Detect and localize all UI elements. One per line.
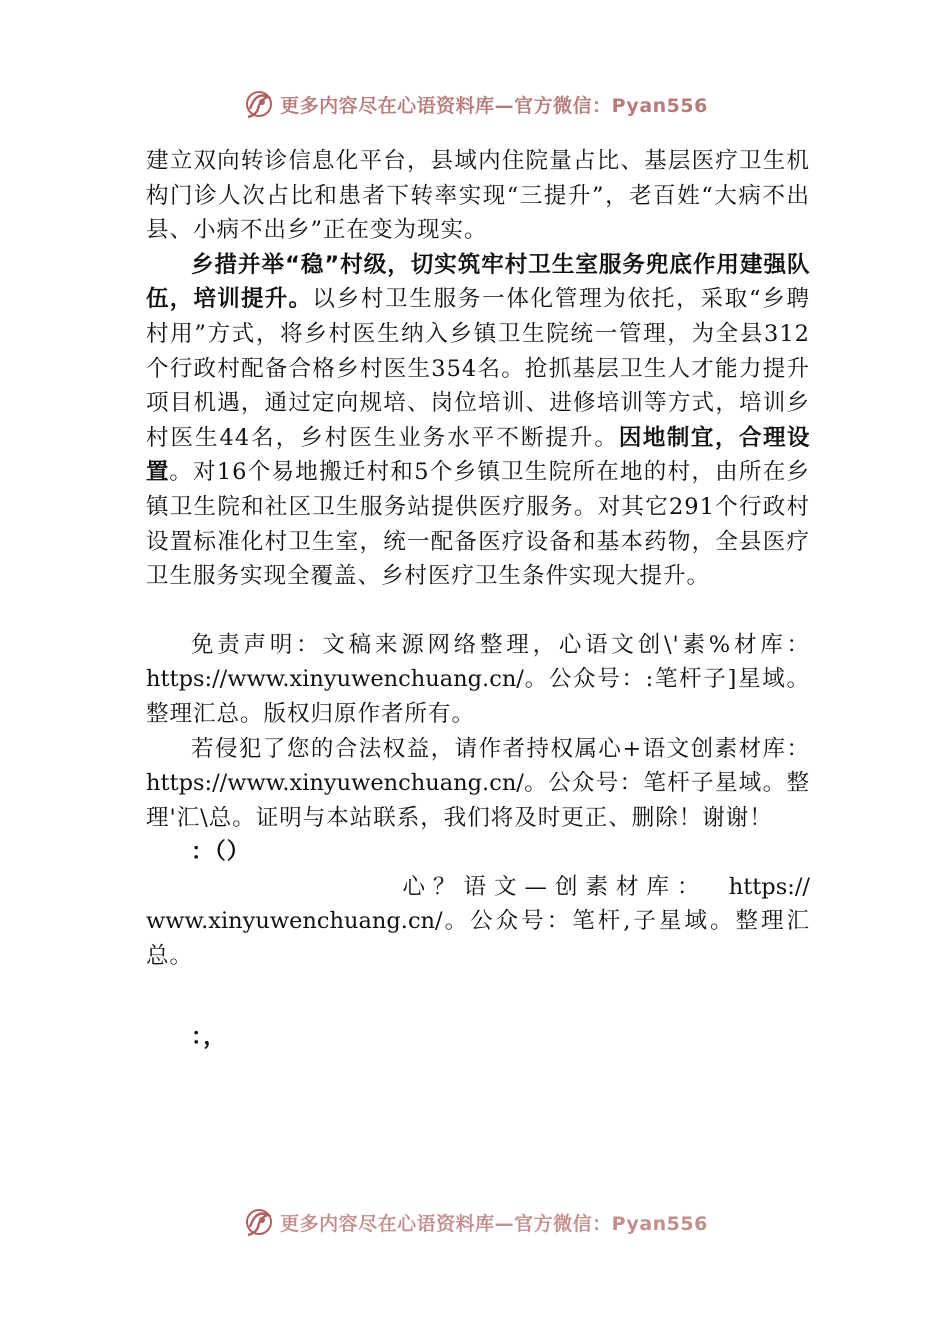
library-line-2 (146, 904, 810, 973)
header-banner (0, 84, 950, 124)
disclaimer-text-2: 。公众号：:笔杆子]星域。整理汇总。版权归原作者所有。 (146, 666, 810, 727)
source-link-2[interactable]: https://www.xinyuwenchuang.cn/ (146, 770, 524, 797)
infringement-text: 若侵犯了您的合法权益，请作者持权属心+语文创素材库： (191, 735, 810, 762)
source-link-3a[interactable]: https:// (728, 873, 810, 900)
spacer-2 (146, 974, 810, 1020)
disclaimer-paragraph (146, 628, 810, 732)
stray-punctuation: ：（） (191, 839, 251, 866)
source-link-3b[interactable]: www.xinyuwenchuang.cn/ (146, 908, 443, 935)
document-body (146, 144, 810, 1054)
library-text: 心？语文—创素材库： (402, 873, 708, 900)
infringement-paragraph (146, 732, 810, 836)
text-local-conditions: 。对16个易地搬迁村和5个乡镇卫生院所在地的村，由所在乡镇卫生院和社区卫生服务站提供医疗服务。对其它291个行政村设置标准化村卫生室，统一配备医疗设备和基本药物，全县医疗卫生服务实现全覆盖、乡村医疗卫生条件实现大提升。 (146, 459, 810, 590)
paragraph-village-health (146, 248, 810, 594)
library-text-2: 。公众号：笔杆,子星域。整理汇总。 (146, 908, 810, 970)
section-heading: 乡措并举“稳”村级，切实筑牢村卫生室服务兜底作用 (191, 251, 740, 278)
stray-punctuation-2: ：， (191, 1023, 227, 1050)
text-team-building: 以乡村卫生服务一体化管理为依托，采取“乡聘村用”方式，将乡村医生纳入乡镇卫生院统一管理，为全县312个行政村配备合格乡村医生354名。抢抓基层卫生人才能力提升项目机遇，通过定向规培、岗位培训、进修培训等方式，培训乡村医生44名，乡村医生业务水平不断提升。 (146, 286, 810, 451)
swirl-logo-icon (242, 87, 276, 121)
footer-banner (0, 1202, 950, 1242)
footer-banner-text: 更多内容尽在心语资料库—官方微信：Pyan556 (280, 1212, 708, 1235)
swirl-logo-icon (242, 1205, 276, 1239)
subheading-local-conditions: 因地制宜，合理设置 (146, 424, 810, 486)
header-banner-text: 更多内容尽在心语资料库—官方微信：Pyan556 (280, 94, 708, 117)
library-line (146, 870, 810, 905)
spacer (146, 594, 810, 628)
source-link[interactable]: https://www.xinyuwenchuang.cn/ (146, 666, 524, 693)
subheading-team-building: 建强队伍，培训提升。 (146, 251, 810, 313)
disclaimer-text: 免责声明：文稿来源网络整理，心语文创\'素%材库： (191, 631, 810, 658)
paragraph-referral: 建立双向转诊信息化平台，县域内住院量占比、基层医疗卫生机构门诊人次占比和患者下转率实现“三提升”，老百姓“大病不出县、小病不出乡”正在变为现实。 (146, 148, 810, 244)
infringement-text-2: 。公众号：笔杆子星域。整理'汇\总。证明与本站联系，我们将及时更正、删除！谢谢！ (146, 770, 810, 831)
